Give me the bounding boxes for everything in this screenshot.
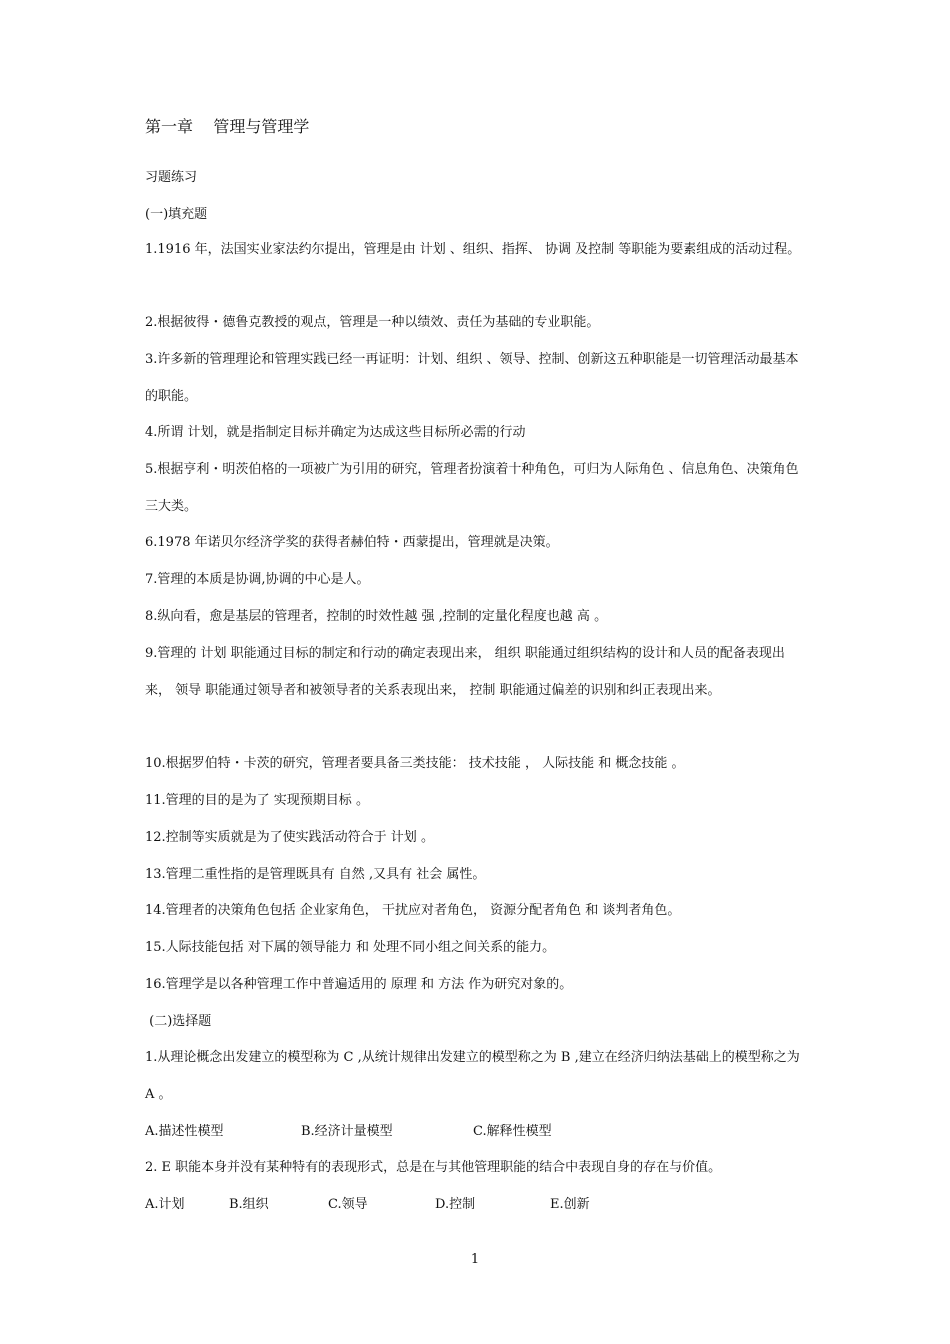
option-b: B.组织	[229, 1197, 269, 1212]
fill-in-question-11: 11.管理的目的是为了 实现预期目标 。	[145, 793, 369, 808]
fill-in-question-15: 15.人际技能包括 对下属的领导能力 和 处理不同小组之间关系的能力。	[145, 940, 556, 955]
fill-in-question-10: 10.根据罗伯特・卡茨的研究，管理者要具备三类技能： 技术技能 ， 人际技能 和 概念技能 。	[145, 756, 685, 771]
fill-in-question-16: 16.管理学是以各种管理工作中普遍适用的 原理 和 方法 作为研究对象的。	[145, 977, 573, 992]
option-b: B.经济计量模型	[301, 1124, 393, 1139]
multiple-choice-heading: (二)选择题	[145, 1014, 212, 1029]
page-number: 1	[470, 1252, 480, 1267]
fill-in-question-13: 13.管理二重性指的是管理既具有 自然 ,又具有 社会 属性。	[145, 867, 486, 882]
option-e: E.创新	[550, 1197, 590, 1212]
fill-in-question-2: 2.根据彼得・德鲁克教授的观点，管理是一种以绩效、责任为基础的专业职能。	[145, 315, 600, 330]
fill-in-question-12: 12.控制等实质就是为了使实践活动符合于 计划 。	[145, 830, 434, 845]
fill-in-question-4: 4.所谓 计划，就是指制定目标并确定为达成这些目标所必需的行动	[145, 425, 526, 440]
choice-question-2: 2. E 职能本身并没有某种特有的表现形式，总是在与其他管理职能的结合中表现自身的存在与价值。	[145, 1160, 722, 1175]
option-c: C.解释性模型	[473, 1124, 552, 1139]
option-a: A.描述性模型	[145, 1124, 224, 1139]
chapter-title: 第一章 管理与管理学	[145, 117, 310, 136]
fill-in-heading: (一)填充题	[145, 207, 208, 222]
choice-question-1-options	[145, 1120, 810, 1144]
fill-in-question-3: 3.许多新的管理理论和管理实践已经一再证明：计划、组织 、领导、控制、创新这五种职能是一切管理活动最基本的职能。	[145, 352, 799, 404]
fill-in-question-9: 9.管理的 计划 职能通过目标的制定和行动的确定表现出来， 组织 职能通过组织结构的设计和人员的配备表现出来， 领导 职能通过领导者和被领导者的关系表现出来， 控制 职能通过偏差的识别和纠正表现出来。	[145, 646, 785, 698]
choice-question-2-options	[145, 1193, 810, 1217]
fill-in-question-6: 6.1978 年诺贝尔经济学奖的获得者赫伯特・西蒙提出，管理就是决策。	[145, 535, 559, 550]
choice-question-1: 1.从理论概念出发建立的模型称为 C ,从统计规律出发建立的模型称之为 B ,建立在经济归纳法基础上的模型称之为 A 。	[145, 1050, 800, 1102]
option-c: C.领导	[328, 1197, 368, 1212]
option-d: D.控制	[435, 1197, 476, 1212]
option-a: A.计划	[145, 1197, 185, 1212]
fill-in-question-1: 1.1916 年，法国实业家法约尔提出，管理是由 计划 、组织、指挥、 协调 及控制 等职能为要素组成的活动过程。	[145, 242, 801, 257]
fill-in-question-14: 14.管理者的决策角色包括 企业家角色， 干扰应对者角色， 资源分配者角色 和 谈判者角色。	[145, 903, 681, 918]
fill-in-question-8: 8.纵向看，愈是基层的管理者，控制的时效性越 强 ,控制的定量化程度也越 高 。	[145, 609, 608, 624]
fill-in-question-5: 5.根据亨利・明茨伯格的一项被广为引用的研究，管理者扮演着十种角色，可归为人际角色 、信息角色、决策角色三大类。	[145, 462, 799, 514]
fill-in-question-7: 7.管理的本质是协调,协调的中心是人。	[145, 572, 370, 587]
exercise-heading: 习题练习	[145, 170, 198, 185]
